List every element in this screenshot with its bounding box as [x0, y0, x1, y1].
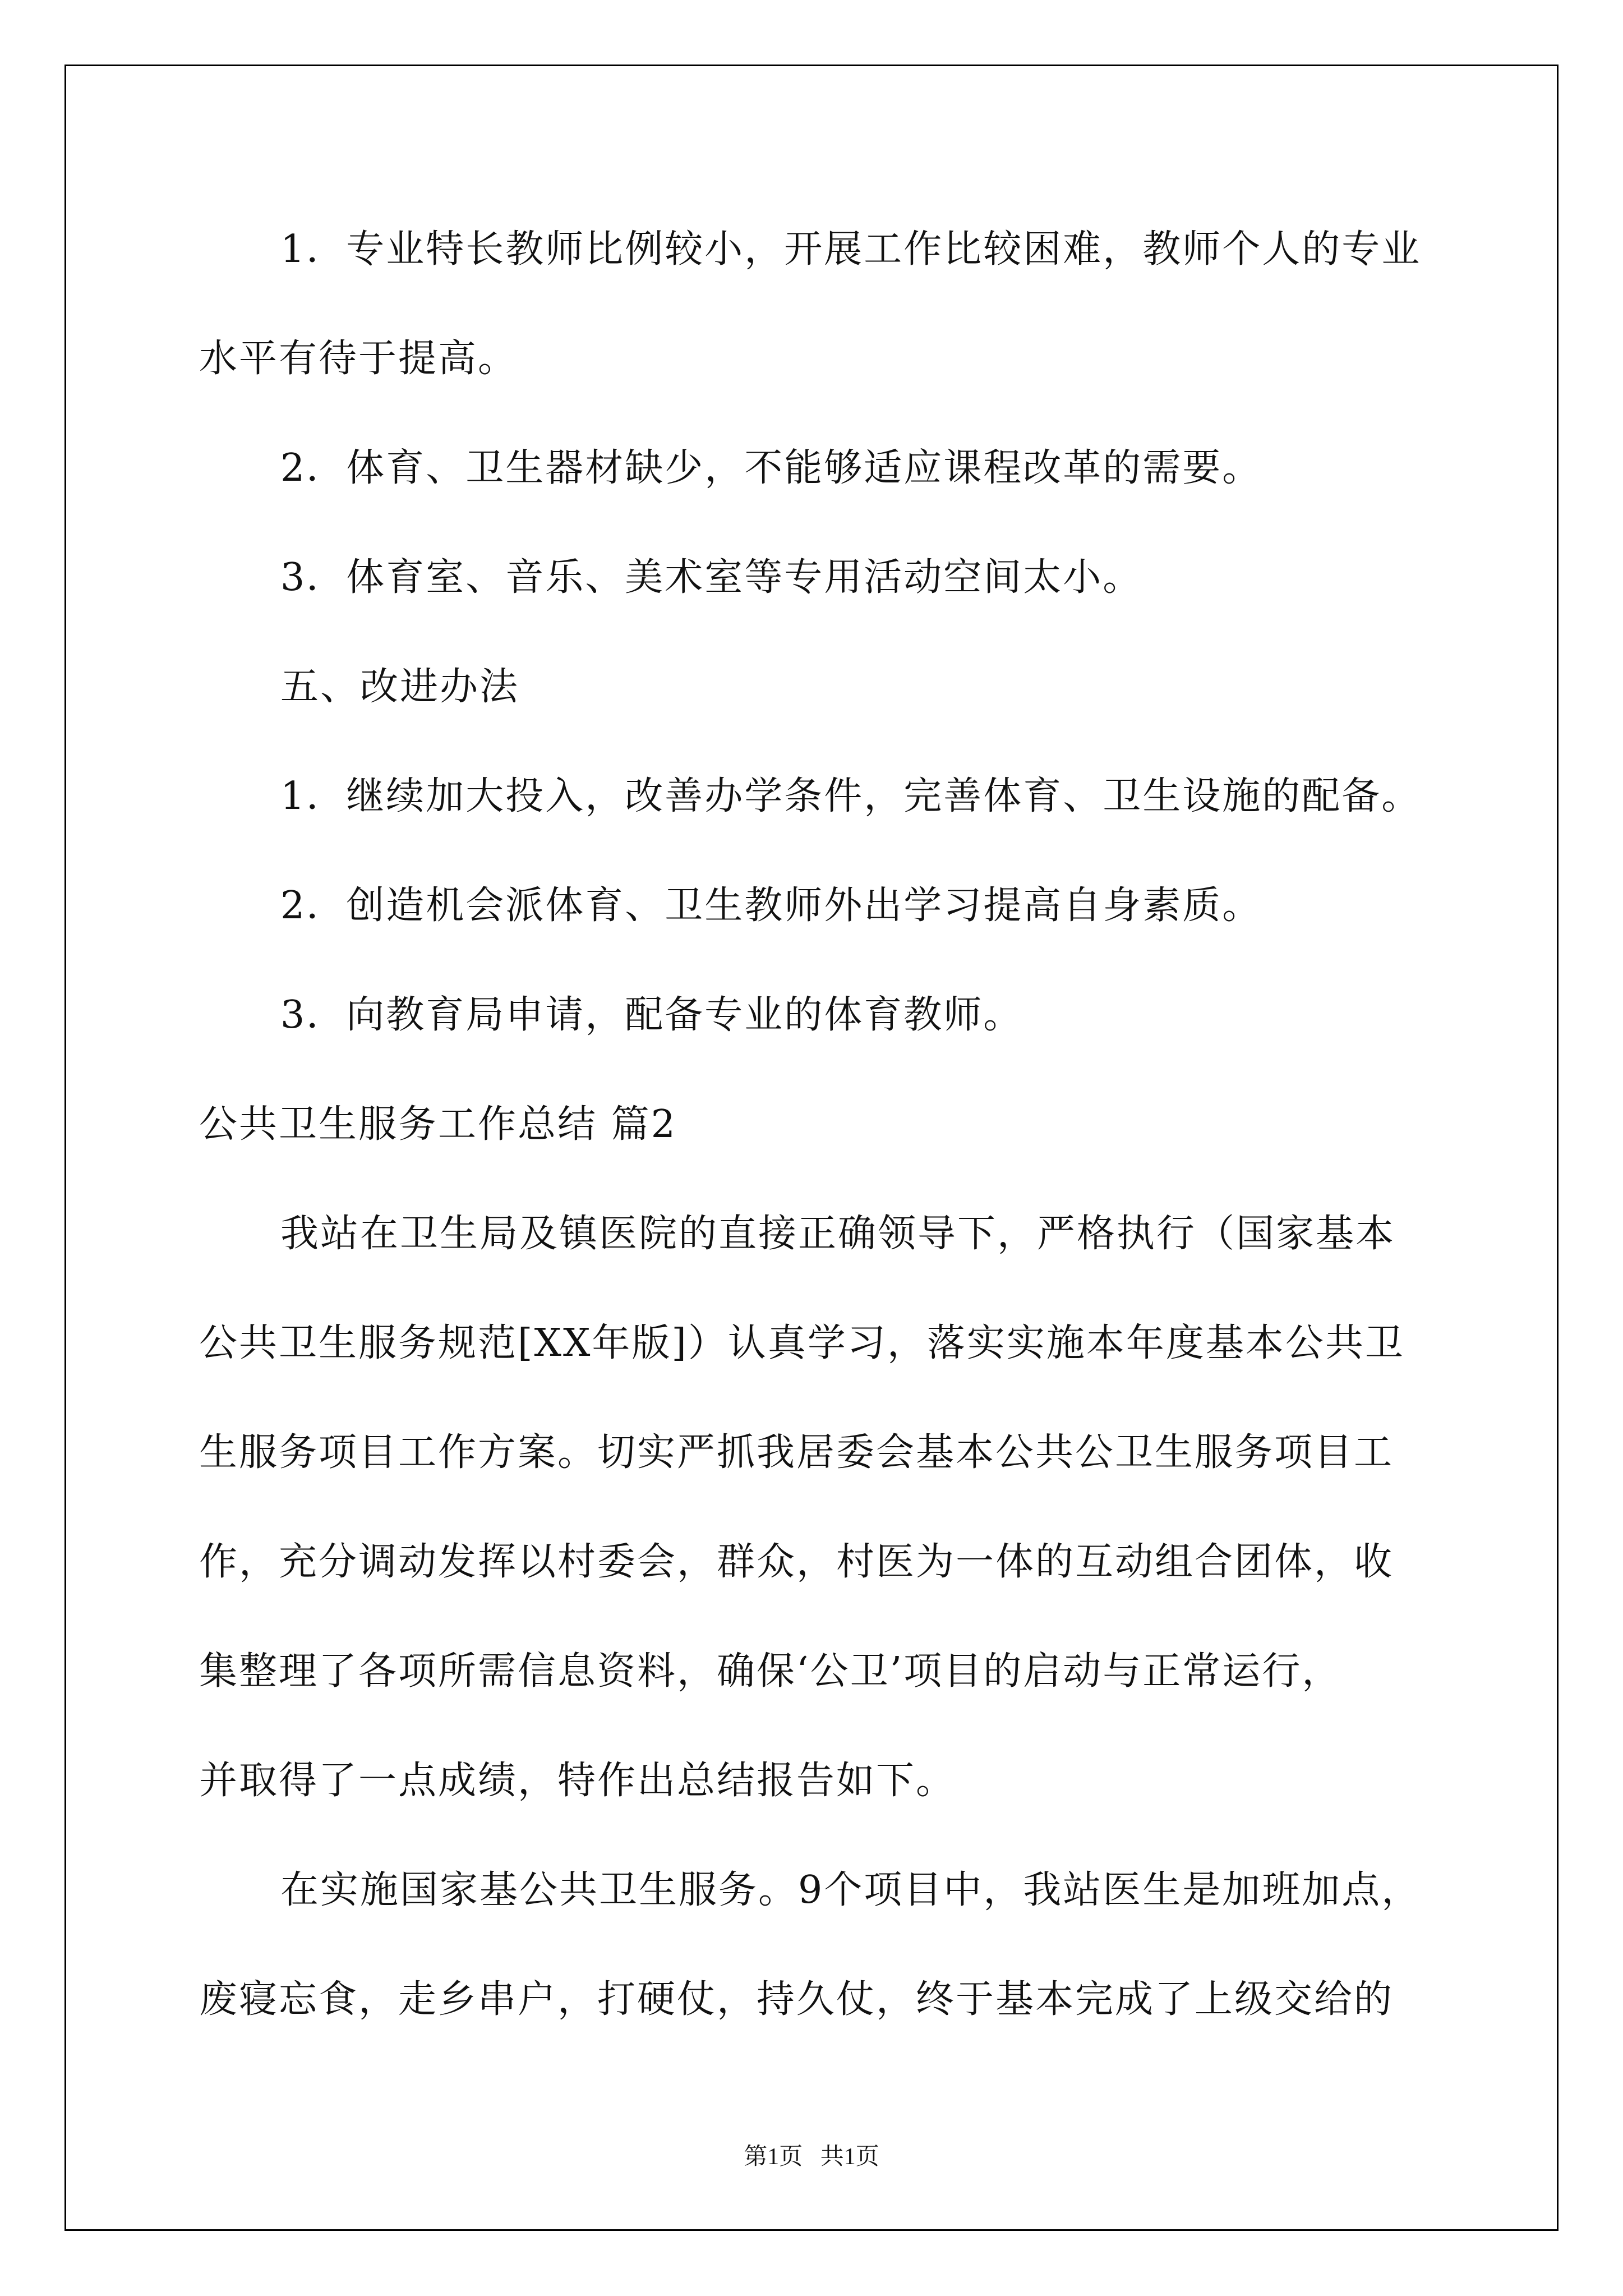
paragraph-line: 3．向教育局申请，配备专业的体育教师。 — [280, 993, 1023, 1037]
paragraph-line: 我站在卫生局及镇医院的直接正确领导下，严格执行（国家基本 — [280, 1212, 1396, 1256]
paragraph-line: 生服务项目工作方案。切实严抓我居委会基本公共公卫生服务项目工 — [199, 1430, 1394, 1475]
paragraph-line: 在实施国家基公共卫生服务。9个项目中，我站医生是加班加点， — [280, 1868, 1422, 1912]
paragraph-line: 1．继续加大投入，改善办学条件，完善体育、卫生设施的配备。 — [280, 774, 1422, 818]
paragraph-line: 水平有待于提高。 — [199, 337, 518, 381]
page-footer: 第1页 共1页 — [744, 2144, 879, 2170]
paragraph-line: 2．创造机会派体育、卫生教师外出学习提高自身素质。 — [280, 884, 1262, 928]
paragraph-line: 公共卫生服务规范[XX年版]）认真学习，落实实施本年度基本公共卫 — [199, 1321, 1405, 1365]
paragraph-line: 3．体育室、音乐、美术室等专用活动空间太小。 — [280, 555, 1143, 600]
paragraph-line: 废寝忘食，走乡串户，打硬仗，持久仗，终于基本完成了上级交给的 — [199, 1977, 1394, 2022]
paragraph-line: 1．专业特长教师比例较小，开展工作比较困难，教师个人的专业 — [280, 227, 1422, 272]
article-title: 公共卫生服务工作总结 篇2 — [199, 1102, 677, 1147]
paragraph-line: 集整理了各项所需信息资料，确保‘公卫’项目的启动与正常运行， — [199, 1649, 1342, 1694]
section-heading: 五、改进办法 — [280, 665, 520, 709]
paragraph-line: 并取得了一点成绩，特作出总结报告如下。 — [199, 1759, 956, 1803]
paragraph-line: 作，充分调动发挥以村委会，群众，村医为一体的互动组合团体，收 — [199, 1540, 1394, 1584]
paragraph-line: 2．体育、卫生器材缺少，不能够适应课程改革的需要。 — [280, 446, 1262, 490]
